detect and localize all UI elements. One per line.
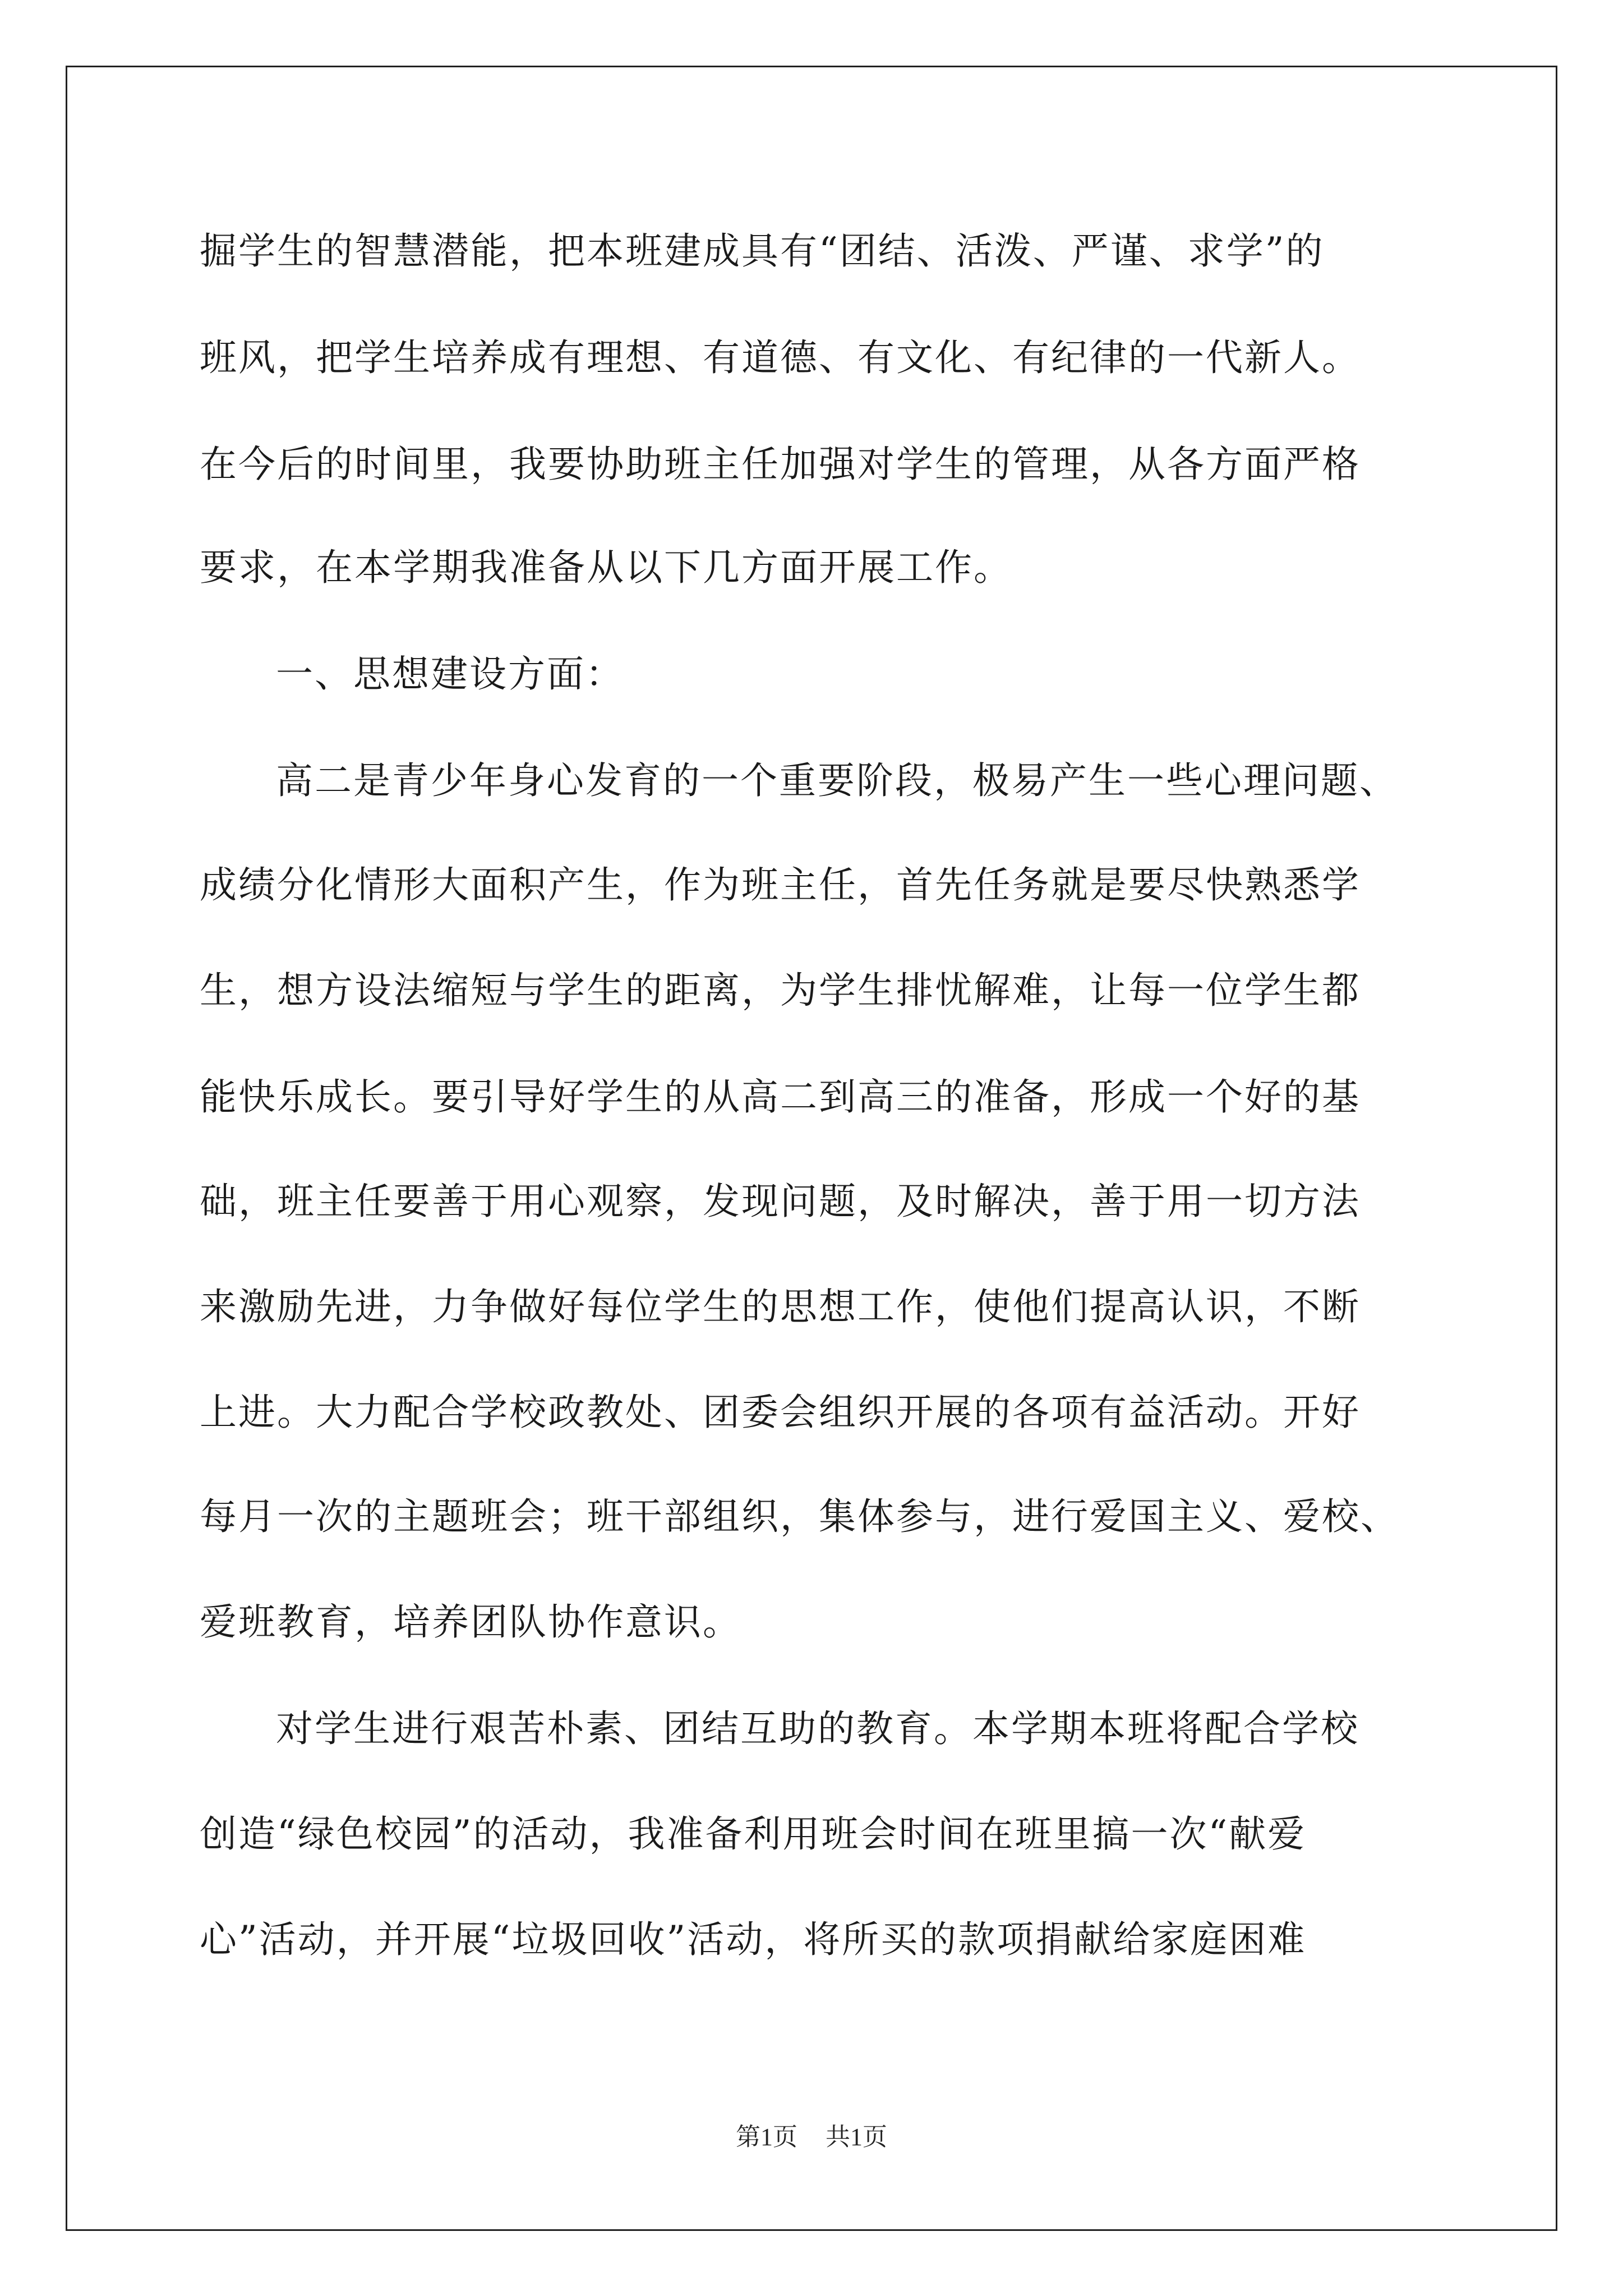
text-line: 生，想方设法缩短与学生的距离，为学生排忧解难，让每一位学生都 (200, 969, 1361, 1012)
text-line: 创造“绿色校园”的活动，我准备利用班会时间在班里搞一次“献爱 (200, 1812, 1307, 1856)
page-border (66, 66, 1557, 2231)
text-line: 高二是青少年身心发育的一个重要阶段，极易产生一些心理问题、 (276, 759, 1398, 802)
page-total: 共1页 (826, 2123, 887, 2151)
text-line: 础，班主任要善于用心观察，发现问题，及时解决，善于用一切方法 (200, 1180, 1361, 1223)
text-line: 来激励先进，力争做好每位学生的思想工作，使他们提高认识，不断 (200, 1285, 1361, 1328)
text-line: 每月一次的主题班会；班干部组织，集体参与，进行爱国主义、爱校、 (200, 1495, 1399, 1538)
text-line: 对学生进行艰苦朴素、团结互助的教育。本学期本班将配合学校 (276, 1707, 1359, 1750)
text-line: 爱班教育，培养团队协作意识。 (200, 1600, 741, 1644)
text-line: 掘学生的智慧潜能，把本班建成具有“团结、活泼、严谨、求学”的 (200, 229, 1325, 273)
text-line: 上进。大力配合学校政教处、团委会组织开展的各项有益活动。开好 (200, 1391, 1361, 1434)
section-heading: 一、思想建设方面： (276, 652, 624, 696)
page-footer (0, 2120, 1623, 2154)
text-line: 成绩分化情形大面积产生，作为班主任，首先任务就是要尽快熟悉学 (200, 863, 1361, 907)
text-line: 能快乐成长。要引导好学生的从高二到高三的准备，形成一个好的基 (200, 1075, 1361, 1119)
text-line: 心”活动，并开展“垃圾回收”活动，将所买的款项捐献给家庭困难 (200, 1918, 1307, 1961)
page-number: 第1页 (736, 2123, 797, 2151)
text-line: 要求，在本学期我准备从以下几方面开展工作。 (200, 546, 1012, 589)
text-line: 在今后的时间里，我要协助班主任加强对学生的管理，从各方面严格 (200, 443, 1361, 486)
text-line: 班风，把学生培养成有理想、有道德、有文化、有纪律的一代新人。 (200, 336, 1361, 379)
